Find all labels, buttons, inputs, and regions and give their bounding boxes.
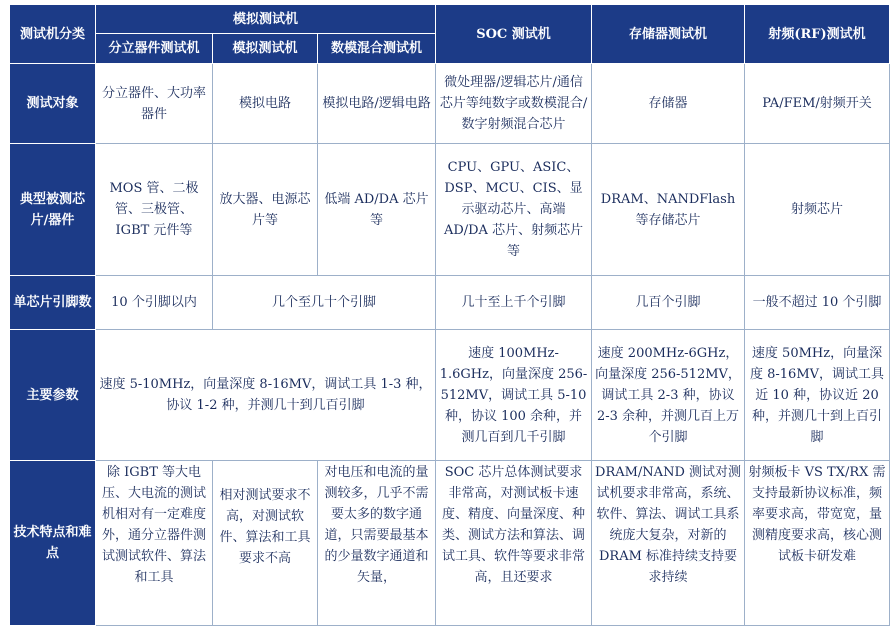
header-mixed: 数模混合测试机 <box>318 34 436 64</box>
cell-pins-rf: 一般不超过 10 个引脚 <box>745 276 890 330</box>
cell-target-mixed: 模拟电路/逻辑电路 <box>318 64 436 144</box>
row-label-target: 测试对象 <box>10 64 96 144</box>
cell-target-rf: PA/FEM/射频开关 <box>745 64 890 144</box>
header-discrete: 分立器件测试机 <box>96 34 213 64</box>
cell-pins-memory: 几百个引脚 <box>592 276 745 330</box>
cell-params-soc: 速度 100MHz-1.6GHz，向量深度 256-512MV，调试工具 5-10 种，协议 100 余种，并测几百到几千引脚 <box>436 330 592 461</box>
cell-target-discrete: 分立器件、大功率器件 <box>96 64 213 144</box>
cell-features-memory: DRAM/NAND 测试对测试机要求非常高，系统、软件、算法、调试工具系统庞大复杂，对新的 DRAM 标准持续支持要求持续 <box>592 461 745 626</box>
header-memory: 存储器测试机 <box>592 5 745 64</box>
cell-typical-mixed: 低端 AD/DA 芯片等 <box>318 144 436 276</box>
cell-typical-rf: 射频芯片 <box>745 144 890 276</box>
row-label-features: 技术特点和难点 <box>10 461 96 626</box>
cell-typical-discrete: MOS 管、二极管、三极管、IGBT 元件等 <box>96 144 213 276</box>
cell-typical-soc: CPU、GPU、ASIC、DSP、MCU、CIS、显示驱动芯片、高端 AD/DA 芯片、射频芯片等 <box>436 144 592 276</box>
cell-target-memory: 存储器 <box>592 64 745 144</box>
cell-features-discrete: 除 IGBT 等大电压、大电流的测试机相对有一定难度外，通分立器件测试测试软件、算法和工具 <box>96 461 213 626</box>
row-label-typical: 典型被测芯片/器件 <box>10 144 96 276</box>
header-rf: 射频(RF)测试机 <box>745 5 890 64</box>
cell-target-soc: 微处理器/逻辑芯片/通信芯片等纯数字或数模混合/数字射频混合芯片 <box>436 64 592 144</box>
cell-params-rf: 速度 50MHz，向量深度 8-16MV，调试工具近 10 种，协议近 20 种，并测几十到上百引脚 <box>745 330 890 461</box>
cell-typical-memory: DRAM、NANDFlash 等存储芯片 <box>592 144 745 276</box>
header-analog-group: 模拟测试机 <box>96 5 436 34</box>
row-label-params: 主要参数 <box>10 330 96 461</box>
cell-params-analog-group: 速度 5-10MHz，向量深度 8-16MV，调试工具 1-3 种，协议 1-2 种，并测几十到几百引脚 <box>96 330 436 461</box>
cell-pins-discrete: 10 个引脚以内 <box>96 276 213 330</box>
row-pins <box>10 276 890 330</box>
cell-pins-analog-mixed: 几个至几十个引脚 <box>213 276 436 330</box>
cell-params-memory: 速度 200MHz-6GHz，向量深度 256-512MV，调试工具 2-3 种，协议 2-3 余种，并测几百上万个引脚 <box>592 330 745 461</box>
tester-comparison-table <box>9 4 890 626</box>
cell-features-soc: SOC 芯片总体测试要求非常高，对测试板卡速度、精度、向量深度、种类、测试方法和算法、调试工具、软件等要求非常高，且还要求 <box>436 461 592 626</box>
header-analog: 模拟测试机 <box>213 34 318 64</box>
cell-features-mixed: 对电压和电流的量测较多，几乎不需要太多的数字通道，只需要最基本的少量数字通道和矢量， <box>318 461 436 626</box>
header-category: 测试机分类 <box>10 5 96 64</box>
cell-target-analog: 模拟电路 <box>213 64 318 144</box>
cell-pins-soc: 几十至上千个引脚 <box>436 276 592 330</box>
row-params <box>10 330 890 461</box>
cell-typical-analog: 放大器、电源芯片等 <box>213 144 318 276</box>
row-typical <box>10 144 890 276</box>
row-target <box>10 64 890 144</box>
cell-features-rf: 射频板卡 VS TX/RX 需支持最新协议标准，频率要求高，带宽宽，量测精度要求高，核心测试板卡研发难 <box>745 461 890 626</box>
row-features <box>10 461 890 626</box>
cell-features-analog: 相对测试要求不高，对测试软件、算法和工具要求不高 <box>213 461 318 626</box>
header-soc: SOC 测试机 <box>436 5 592 64</box>
row-label-pins: 单芯片引脚数 <box>10 276 96 330</box>
